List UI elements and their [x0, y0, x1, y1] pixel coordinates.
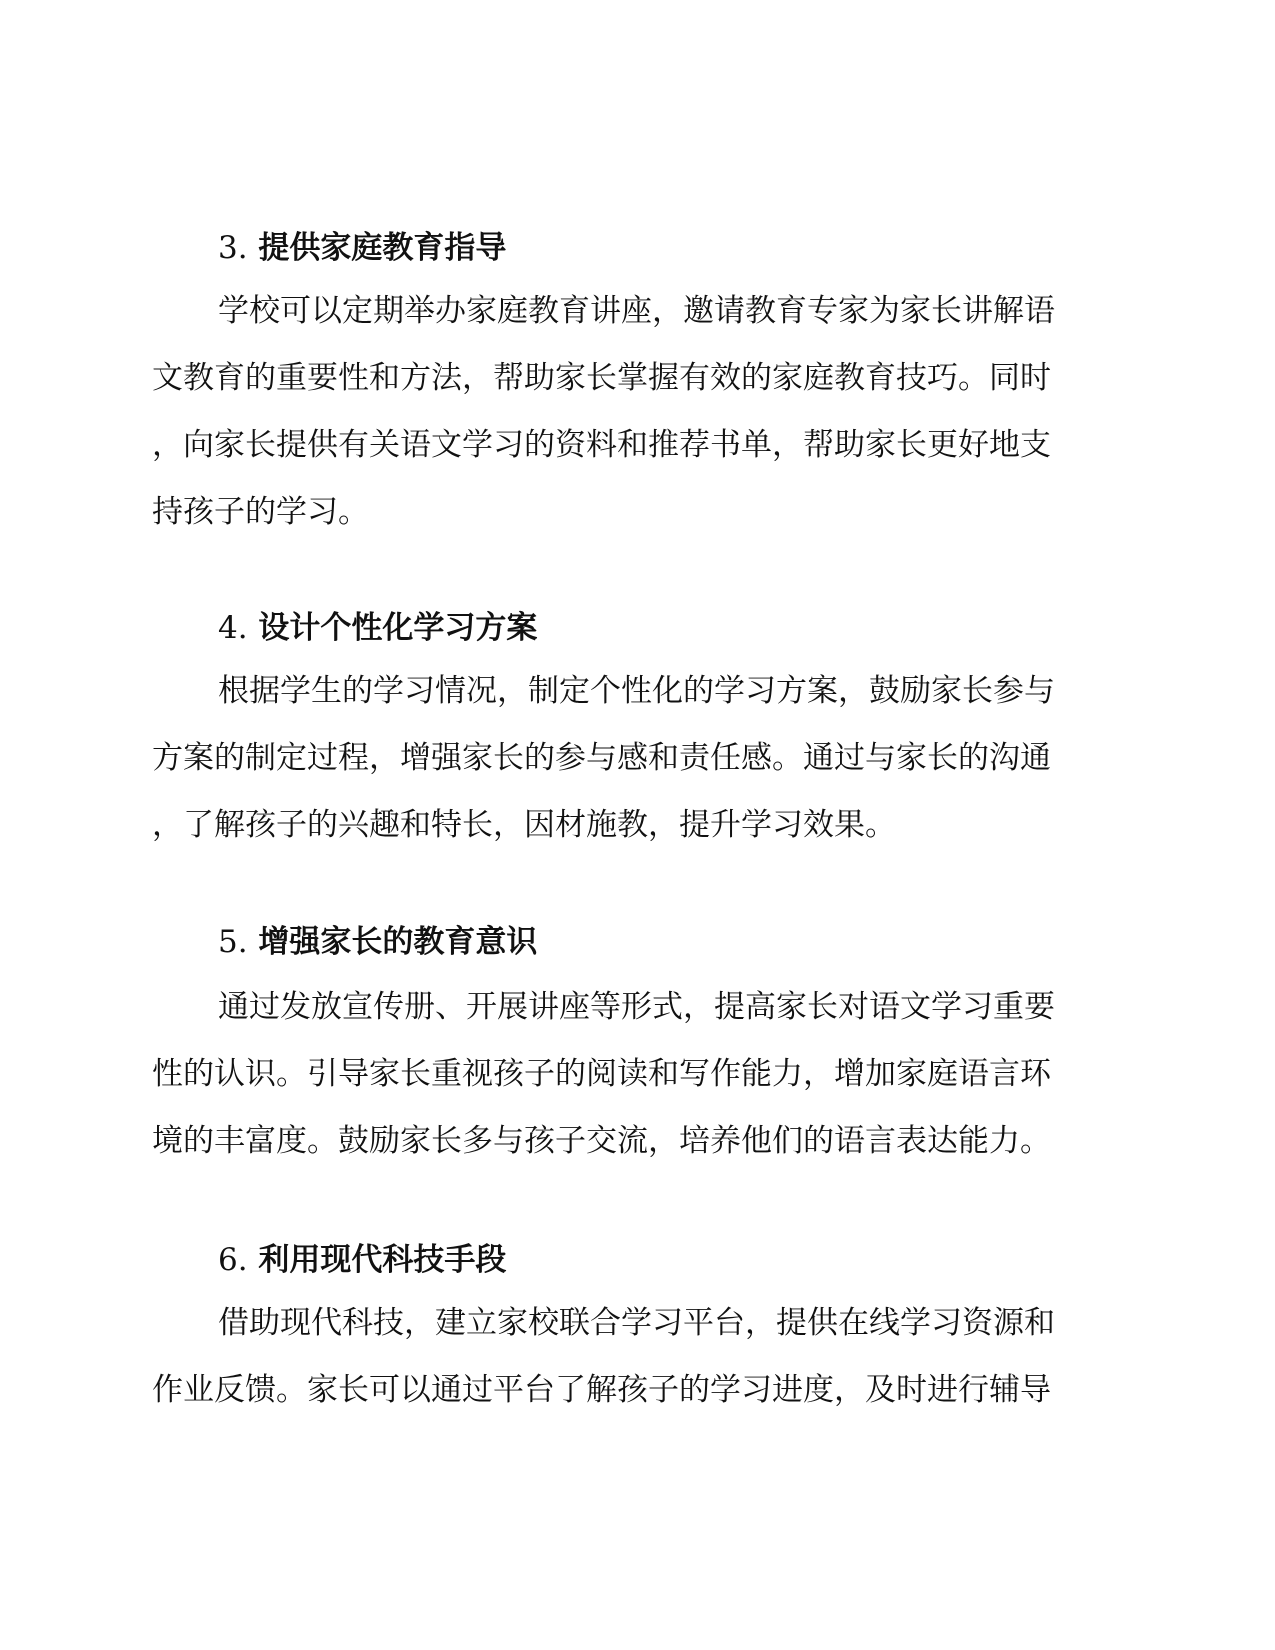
paragraph-line: 根据学生的学习情况，制定个性化的学习方案，鼓励家长参与 [218, 673, 1055, 709]
section-heading-4 [218, 608, 537, 648]
section-number: 6. [218, 1242, 248, 1278]
paragraph-line: 借助现代科技，建立家校联合学习平台，提供在线学习资源和 [218, 1305, 1055, 1341]
section-title: 增强家长的教育意识 [258, 924, 538, 960]
section-paragraph-5 [152, 974, 1127, 1175]
section-heading-3 [218, 228, 506, 268]
section-title: 利用现代科技手段 [258, 1242, 507, 1278]
section-paragraph-6 [152, 1290, 1127, 1424]
section-number: 5. [218, 924, 248, 960]
paragraph-line: 持孩子的学习。 [152, 494, 369, 530]
paragraph-line: 境的丰富度。鼓励家长多与孩子交流，培养他们的语言表达能力。 [152, 1123, 1051, 1159]
paragraph-line: 方案的制定过程，增强家长的参与感和责任感。通过与家长的沟通 [152, 740, 1051, 776]
section-title: 设计个性化学习方案 [258, 610, 538, 646]
section-title: 提供家庭教育指导 [258, 230, 507, 266]
paragraph-line: 作业反馈。家长可以通过平台了解孩子的学习进度，及时进行辅导 [152, 1372, 1051, 1408]
section-paragraph-4 [152, 658, 1127, 859]
section-paragraph-3 [152, 278, 1127, 546]
paragraph-line: 性的认识。引导家长重视孩子的阅读和写作能力，增加家庭语言环 [152, 1056, 1051, 1092]
paragraph-line: 通过发放宣传册、开展讲座等形式，提高家长对语文学习重要 [218, 989, 1055, 1025]
section-number: 4. [218, 610, 248, 646]
section-heading-5 [218, 922, 537, 962]
paragraph-line: 文教育的重要性和方法，帮助家长掌握有效的家庭教育技巧。同时 [152, 360, 1051, 396]
paragraph-line: ，了解孩子的兴趣和特长，因材施教，提升学习效果。 [152, 807, 896, 843]
paragraph-line: 学校可以定期举办家庭教育讲座，邀请教育专家为家长讲解语 [218, 293, 1055, 329]
section-heading-6 [218, 1240, 506, 1280]
paragraph-line: ，向家长提供有关语文学习的资料和推荐书单，帮助家长更好地支 [152, 427, 1051, 463]
section-number: 3. [218, 230, 248, 266]
